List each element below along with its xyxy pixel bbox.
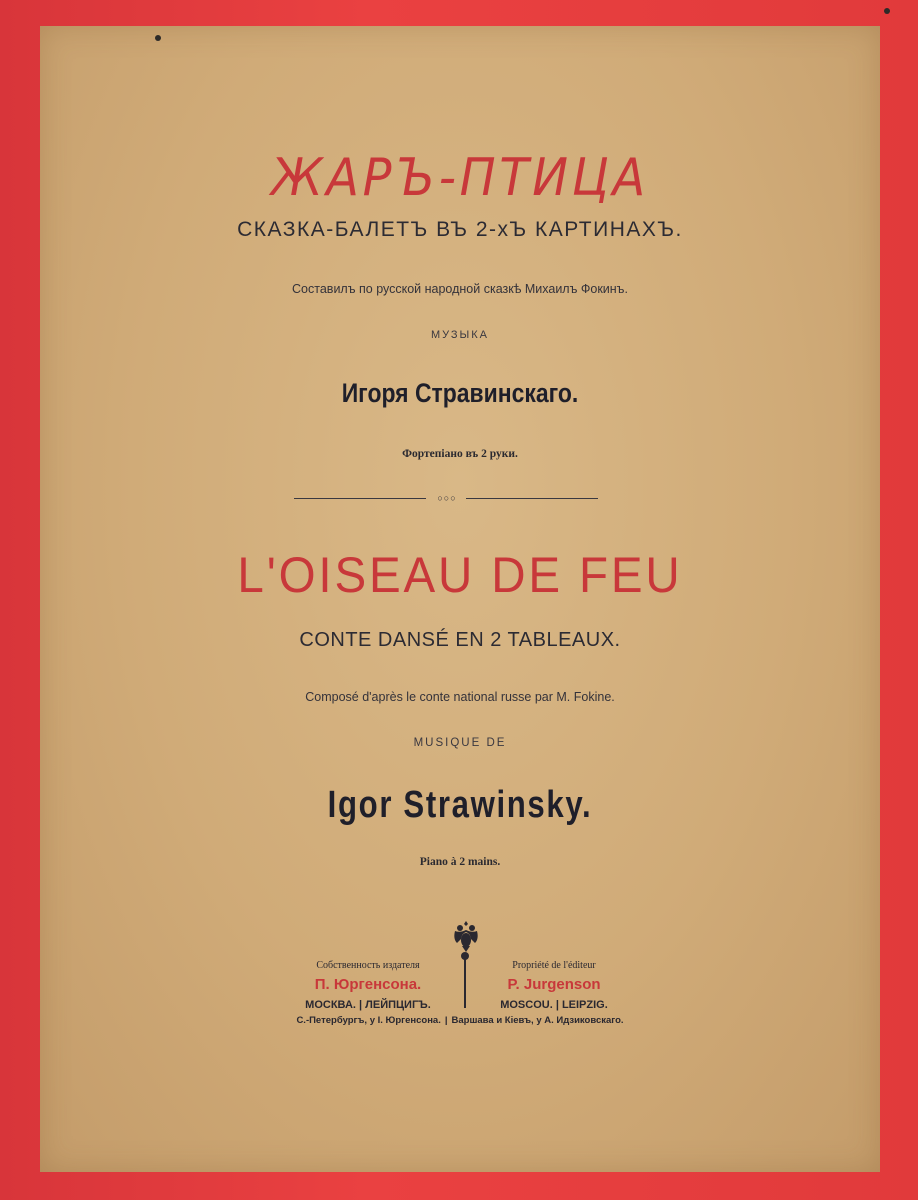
- branch-warsaw-kiev: Варшава и Кіевъ, у А. Идзиковскаго.: [451, 1015, 624, 1026]
- divider-rule-left: [294, 498, 426, 499]
- publisher-separator: [464, 956, 466, 1008]
- music-label-french: MUSIQUE DE: [413, 737, 507, 749]
- divider-ornament: ○○○: [437, 493, 457, 503]
- paper-spot: [155, 35, 161, 41]
- subtitle-russian: СКАЗКА-БАЛЕТЪ ВЪ 2-хЪ КАРТИНАХЪ.: [237, 218, 683, 241]
- instrument-french: Piano à 2 mains.: [419, 856, 501, 868]
- branch-st-petersburg: С.-Петербургъ, у I. Юргенсона.: [296, 1015, 441, 1026]
- music-label-russian: МУЗЫКА: [430, 329, 490, 341]
- instrument-russian: Фортепiано въ 2 руки.: [402, 448, 518, 460]
- cover-page: [40, 26, 880, 1172]
- publisher-name-french: P. Jurgenson: [507, 976, 601, 993]
- composer-russian: Игоря Стравинскаго.: [341, 378, 579, 408]
- publisher-french: [474, 958, 634, 1014]
- publisher-cities-french: MOSCOU. | LEIPZIG.: [500, 999, 608, 1011]
- publisher-cities-russian: МОСКВА. | ЛЕЙПЦИГЪ.: [305, 999, 431, 1011]
- divider-rule-right: [466, 498, 598, 499]
- composer-french: Igor Strawinsky.: [327, 784, 593, 826]
- subtitle-french: CONTE DANSÉ EN 2 TABLEAUX.: [299, 629, 621, 651]
- title-russian: ЖАРЪ-ПТИЦА: [271, 148, 649, 208]
- binding-spot: [884, 8, 890, 14]
- title-french: L'OISEAU DE FEU: [237, 547, 683, 603]
- double-headed-eagle-icon: [452, 919, 480, 953]
- publisher-name-russian: П. Юргенсона.: [314, 976, 422, 993]
- composed-by-french: Composé d'après le conte national russe par M. Fokine.: [305, 690, 615, 704]
- publisher-property-russian: Собственность издателя: [316, 960, 420, 971]
- ornamental-divider: [294, 492, 598, 506]
- publisher-russian: [280, 958, 456, 1014]
- publisher-property-french: Propriété de l'éditeur: [512, 960, 596, 971]
- branch-addresses: С.-Петербургъ, у I. Юргенсона. | Варшава и Кіевъ, у А. Идзиковскаго.: [296, 1015, 624, 1026]
- composed-by-russian: Составилъ по русской народной сказкѣ Михаилъ Фокинъ.: [292, 282, 628, 296]
